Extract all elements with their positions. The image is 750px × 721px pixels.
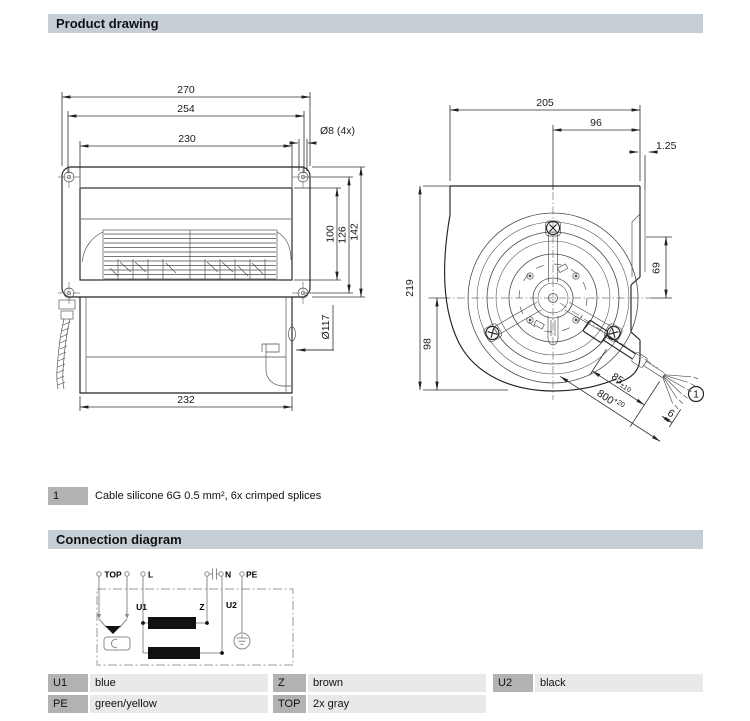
dim-width-opening: 230 xyxy=(178,133,196,145)
dim-depth: 205 xyxy=(536,97,554,109)
wiring-value: green/yellow xyxy=(90,695,268,713)
terminal-label-n: N xyxy=(225,569,232,580)
dim-height-outer: 142 xyxy=(348,223,361,241)
section-header-product-drawing: Product drawing xyxy=(48,14,703,33)
dim-height-lower: 98 xyxy=(421,338,434,350)
note-id-cell: 1 xyxy=(48,487,88,505)
front-extension-lines xyxy=(62,92,365,411)
label-z: Z xyxy=(199,602,205,612)
wiring-value: blue xyxy=(90,674,268,692)
wiring-value: 2x gray xyxy=(308,695,486,713)
dim-body-width: 232 xyxy=(177,394,195,406)
capacitor-symbol xyxy=(209,569,219,580)
balloon-callout xyxy=(689,387,704,402)
mounting-flange xyxy=(62,167,310,297)
scroll-housing xyxy=(445,186,645,391)
label-u2: U2 xyxy=(226,600,237,610)
dim-height-opening: 100 xyxy=(324,225,337,243)
impeller-grille xyxy=(82,230,291,280)
thermal-protector-symbol xyxy=(97,614,130,650)
housing-body-front xyxy=(80,297,296,393)
front-view xyxy=(57,84,365,411)
wiring-label: U1 xyxy=(48,674,88,692)
side-centerlines xyxy=(428,192,658,400)
connection-diagram-canvas xyxy=(0,555,750,673)
cable-bundle-front xyxy=(57,300,75,389)
note-text: Cable silicone 6G 0.5 mm², 6x crimped splices xyxy=(95,490,322,502)
dim-wire-strip: 6 xyxy=(665,407,677,421)
dim-flange-thickness: 1.25 xyxy=(656,140,677,152)
earth-symbol xyxy=(234,633,250,649)
dim-side-offset: 69 xyxy=(650,262,663,274)
balloon-number: 1 xyxy=(693,388,699,401)
terminal-label-l: L xyxy=(148,569,154,580)
dim-width-holes: 254 xyxy=(177,103,195,115)
dim-hole-label: Ø8 (4x) xyxy=(320,125,356,137)
wiring-label: TOP xyxy=(273,695,306,713)
wiring-label: U2 xyxy=(493,674,533,692)
side-dimension-lines xyxy=(420,110,666,390)
wiring-label: Z xyxy=(273,674,306,692)
dim-cable-length: $800^{+20}$ xyxy=(594,387,626,410)
side-view xyxy=(404,97,704,445)
section-header-connection-diagram: Connection diagram xyxy=(48,530,703,549)
aux-winding xyxy=(148,647,200,659)
dim-center-offset: 96 xyxy=(590,117,602,129)
wire-fan xyxy=(653,362,700,410)
main-winding xyxy=(148,617,196,629)
cable-assembly xyxy=(553,312,700,445)
label-u1: U1 xyxy=(136,602,147,612)
wiring-value: brown xyxy=(308,674,486,692)
wiring-label: PE xyxy=(48,695,88,713)
side-extension-lines xyxy=(423,105,672,390)
dim-impeller-dia: Ø117 xyxy=(320,314,332,340)
hole-centerlines xyxy=(58,166,314,304)
terminal-label-top: TOP xyxy=(104,569,122,580)
dim-cable-free: 85±10 xyxy=(609,370,632,395)
diagram-wires xyxy=(99,576,242,653)
terminal-label-pe: PE xyxy=(246,569,258,580)
dim-height-total: 219 xyxy=(404,279,416,297)
wiring-value: black xyxy=(535,674,703,692)
dim-width-outer: 270 xyxy=(177,84,195,96)
dim-height-holes: 126 xyxy=(336,226,349,244)
